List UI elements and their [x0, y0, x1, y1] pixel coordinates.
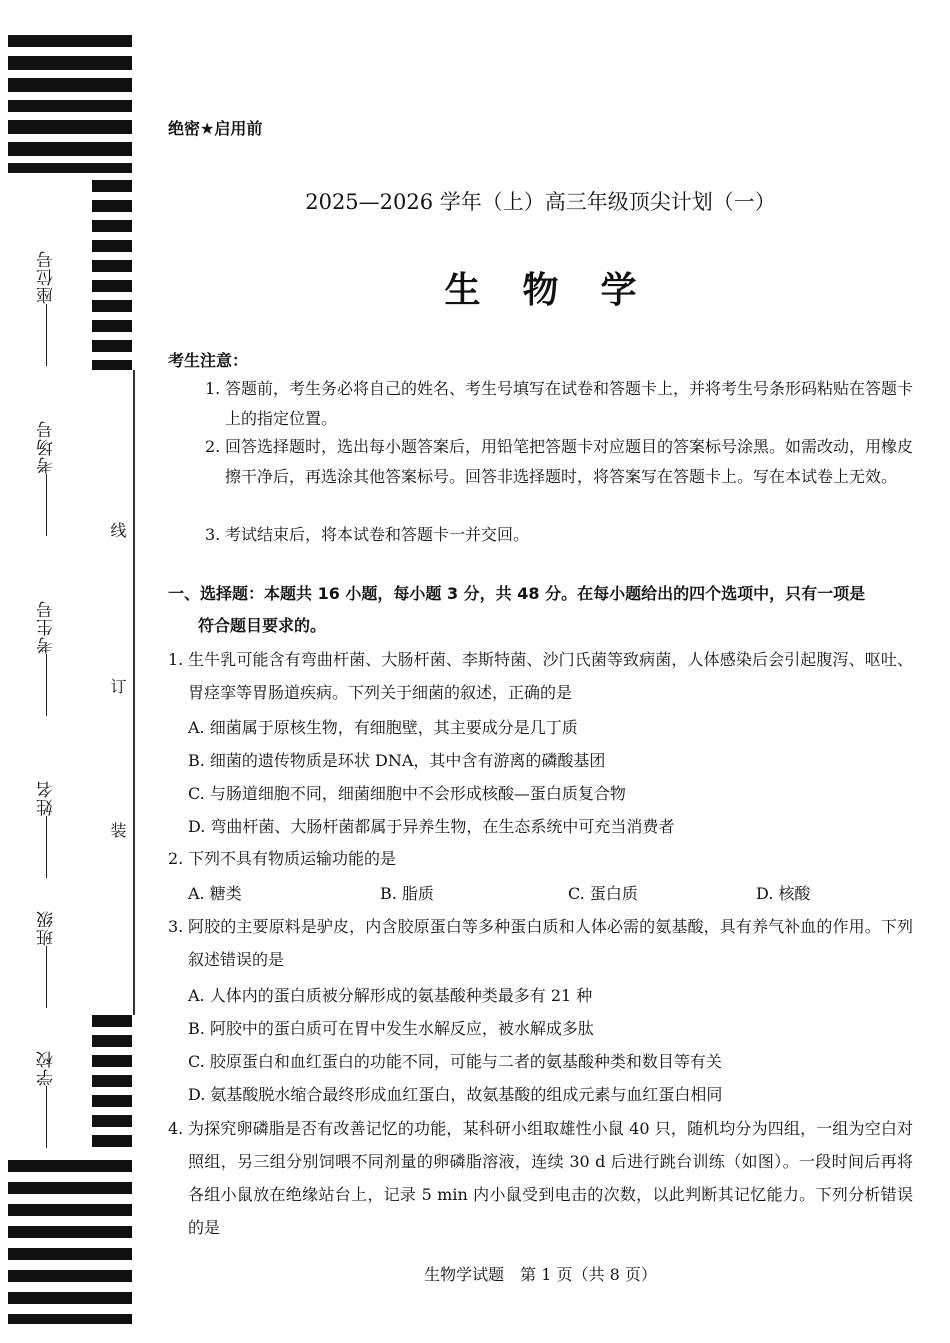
notice-text: 回答选择题时，选出每小题答案后，用铅笔把答题卡对应题目的答案标号涂黑。如需改动，用橡皮擦干净后，再选涂其他答案标号。回答非选择题时，将答案写在答题卡上。写在本试卷上无效。 — [225, 437, 914, 486]
notice-item — [205, 520, 913, 550]
question-option: B. 阿胶中的蛋白质可在胃中发生水解反应，被水解成多肽 — [188, 1019, 594, 1038]
question-option: C. 蛋白质 — [568, 884, 638, 903]
binding-bar — [92, 1035, 132, 1047]
binding-bar — [8, 1314, 132, 1324]
question-option: A. 糖类 — [188, 884, 242, 903]
fill-line — [47, 304, 48, 366]
binding-bar — [92, 320, 132, 332]
question-option: A. 人体内的蛋白质被分解形成的氨基酸种类最多有 21 种 — [188, 986, 593, 1005]
binding-bar — [92, 300, 132, 312]
notice-text: 答题前，考生务必将自己的姓名、考生号填写在试卷和答题卡上，并将考生号条形码粘贴在答题卡上的指定位置。 — [225, 379, 914, 428]
binding-bar — [8, 1204, 132, 1216]
binding-bar — [92, 1095, 132, 1107]
exam-room-field[interactable] — [34, 420, 59, 542]
section-line: 一、选择题：本题共 16 小题，每小题 3 分，共 48 分。在每小题给出的四个选项中，只有一项是 — [168, 584, 866, 603]
section-line: 符合题目要求的。 — [198, 616, 327, 635]
binding-bar — [8, 163, 132, 173]
fill-line — [47, 474, 48, 536]
question-number: 2. — [168, 849, 184, 868]
question-text: 为探究卵磷脂是否有改善记忆的功能，某科研小组取雄性小鼠 40 只，随机均分为四组，一组为空白对照组，另三组分别饲喂不同剂量的卵磷脂溶液，连续 30 d 后进行跳台训练（如图）。一段时间后再将各组小鼠放在绝缘站台上，记录 5 min 内小鼠受到电击的次数，以此判断其记忆能力。下列分析错误的是 — [188, 1119, 913, 1237]
question-option: D. 弯曲杆菌、大肠杆菌都属于异养生物，在生态系统中可充当消费者 — [188, 817, 675, 836]
question-option: B. 细菌的遗传物质是环状 DNA，其中含有游离的磷酸基团 — [188, 751, 606, 770]
class-field[interactable] — [34, 910, 59, 1014]
binding-bar — [92, 200, 132, 212]
cut-mark-staple: 装 — [108, 822, 127, 838]
field-label: 考生号 — [37, 600, 57, 654]
notice-number: 2. — [205, 437, 221, 456]
question-number: 4. — [168, 1119, 184, 1138]
name-field[interactable] — [34, 780, 59, 884]
binding-bar — [92, 280, 132, 292]
subject-title: 生物学 — [444, 270, 679, 311]
question-number: 3. — [168, 917, 184, 936]
page-footer: 生物学试题 第 1 页（共 8 页） — [424, 1265, 657, 1284]
binding-bar — [92, 240, 132, 252]
question-option: C. 胶原蛋白和血红蛋白的功能不同，可能与二者的氨基酸种类和数目等有关 — [188, 1052, 722, 1071]
cut-mark-bind: 订 — [108, 678, 127, 694]
binding-bar — [92, 220, 132, 232]
binding-bar — [92, 1115, 132, 1127]
binding-bar — [8, 1248, 132, 1260]
school-field[interactable] — [34, 1050, 59, 1154]
question-option: C. 与肠道细胞不同，细菌细胞中不会形成核酸—蛋白质复合物 — [188, 784, 626, 803]
binding-bar — [8, 142, 132, 156]
question-stem — [168, 842, 913, 875]
binding-bar — [8, 1270, 132, 1282]
notice-heading: 考生注意： — [168, 351, 249, 370]
section-heading — [168, 578, 913, 642]
question-text: 生牛乳可能含有弯曲杆菌、大肠杆菌、李斯特菌、沙门氏菌等致病菌，人体感染后会引起腹泻、呕吐、胃痉挛等胃肠道疾病。下列关于细菌的叙述，正确的是 — [188, 650, 913, 702]
binding-bar — [8, 1160, 132, 1172]
question-option: D. 核酸 — [756, 884, 811, 903]
binding-bar — [92, 1075, 132, 1087]
seat-number-field[interactable] — [34, 250, 59, 372]
binding-bar — [92, 260, 132, 272]
field-label: 考场号 — [37, 420, 57, 474]
binding-bar — [8, 1226, 132, 1238]
notice-item — [205, 374, 913, 434]
binding-bar — [8, 56, 132, 70]
notice-text: 考试结束后，将本试卷和答题卡一并交回。 — [225, 525, 530, 544]
binding-bar — [8, 1292, 132, 1304]
cut-mark-line: 线 — [108, 522, 127, 538]
notice-item — [205, 432, 913, 492]
binding-bar — [8, 78, 132, 92]
binding-bar — [8, 1182, 132, 1194]
notice-number: 1. — [205, 379, 221, 398]
binding-bar — [8, 120, 132, 134]
binding-bar — [92, 1015, 132, 1027]
fill-line — [47, 654, 48, 716]
question-number: 1. — [168, 650, 184, 669]
binding-bar — [92, 180, 132, 192]
field-label: 学校 — [37, 1050, 57, 1086]
binding-bar — [8, 100, 132, 112]
secret-mark: 绝密★启用前 — [168, 119, 263, 138]
binding-margin — [0, 0, 135, 1343]
question-stem — [168, 1112, 913, 1244]
binding-rule — [133, 370, 135, 1015]
exam-title: 2025—2026 学年（上）高三年级顶尖计划（一） — [305, 190, 776, 214]
question-option: D. 氨基酸脱水缩合最终形成血红蛋白，故氨基酸的组成元素与血红蛋白相同 — [188, 1085, 723, 1104]
question-stem — [168, 643, 913, 709]
question-stem — [168, 910, 913, 976]
question-text: 下列不具有物质运输功能的是 — [188, 849, 397, 868]
field-label: 座位号 — [37, 250, 57, 304]
binding-bar — [92, 360, 132, 370]
fill-line — [47, 816, 48, 878]
binding-bar — [92, 1135, 132, 1147]
candidate-number-field[interactable] — [34, 600, 59, 722]
field-label: 班级 — [37, 910, 57, 946]
binding-bar — [8, 35, 132, 47]
notice-number: 3. — [205, 525, 221, 544]
binding-bar — [92, 340, 132, 352]
fill-line — [47, 946, 48, 1008]
binding-bar — [92, 1055, 132, 1067]
question-option: B. 脂质 — [380, 884, 434, 903]
question-option: A. 细菌属于原核生物，有细胞壁，其主要成分是几丁质 — [188, 718, 578, 737]
fill-line — [47, 1086, 48, 1148]
field-label: 姓名 — [37, 780, 57, 816]
question-text: 阿胶的主要原料是驴皮，内含胶原蛋白等多种蛋白质和人体必需的氨基酸，具有养气补血的作用。下列叙述错误的是 — [188, 917, 913, 969]
